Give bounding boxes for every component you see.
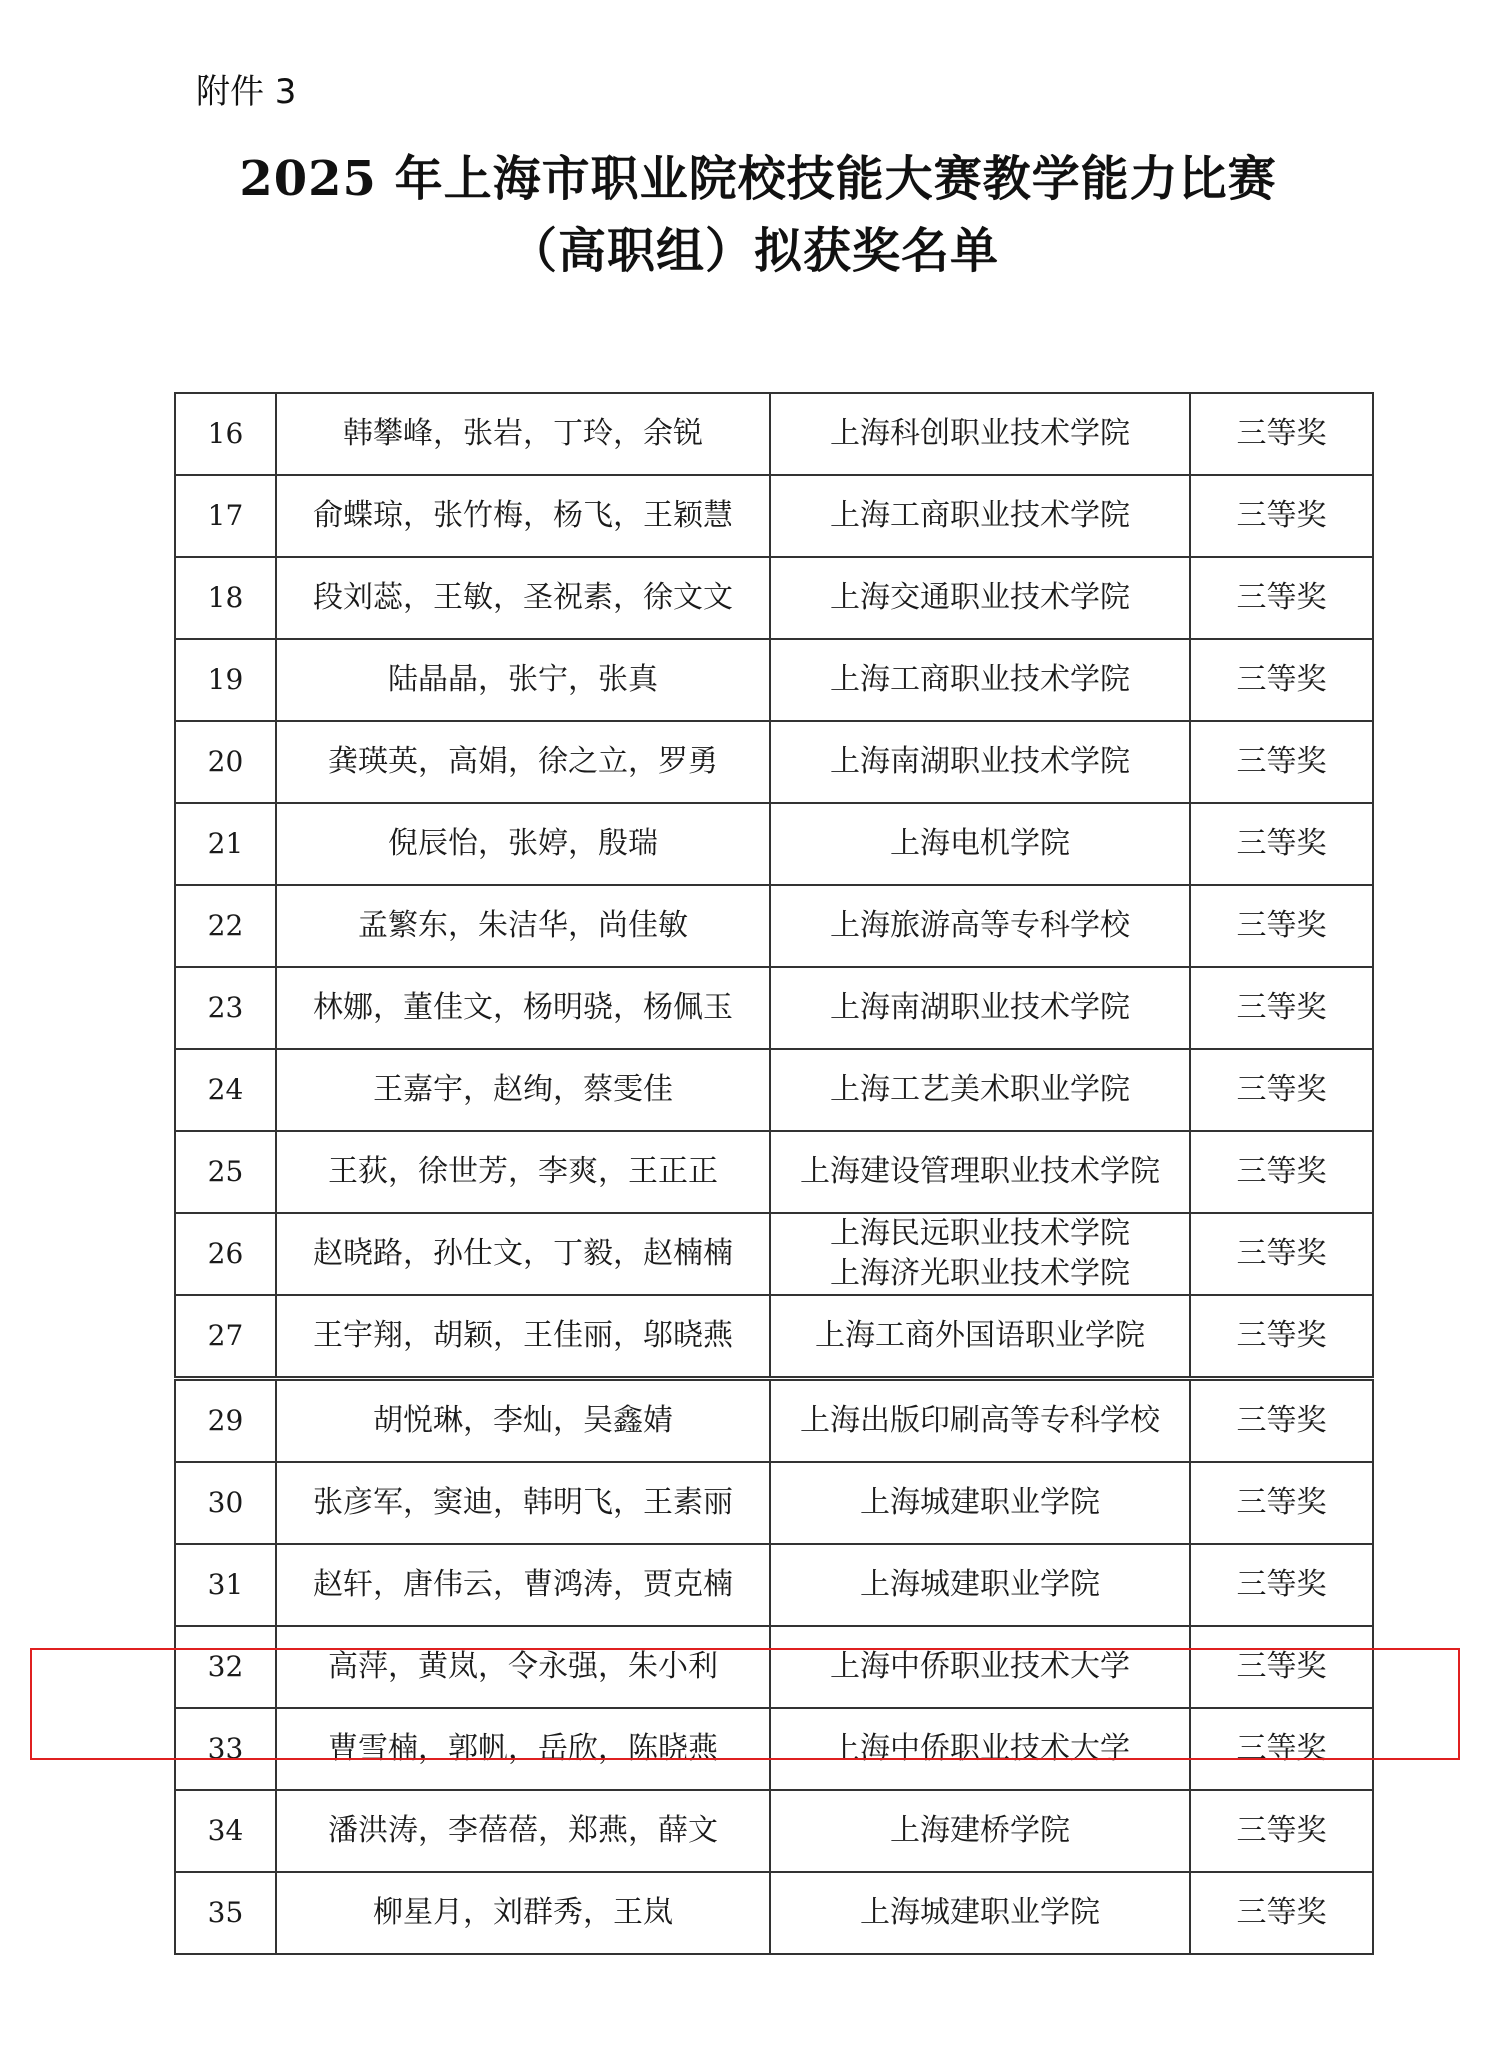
row-number: 25 [175,1131,276,1213]
team-members: 龚瑛英，高娟，徐之立，罗勇 [276,721,770,803]
award-list-table [174,392,1374,1955]
row-number: 18 [175,557,276,639]
school-name: 上海南湖职业技术学院 [770,967,1190,1049]
team-members: 王宇翔，胡颖，王佳丽，邬晓燕 [276,1295,770,1379]
table-row [175,1295,1373,1379]
award-level: 三等奖 [1190,393,1373,475]
school-name: 上海工商外国语职业学院 [770,1295,1190,1379]
team-members: 潘洪涛，李蓓蓓，郑燕，薛文 [276,1790,770,1872]
award-level: 三等奖 [1190,1213,1373,1295]
team-members: 王嘉宇，赵绚，蔡雯佳 [276,1049,770,1131]
school-name: 上海建桥学院 [770,1790,1190,1872]
team-members: 孟繁东，朱洁华，尚佳敏 [276,885,770,967]
school-name: 上海出版印刷高等专科学校 [770,1379,1190,1463]
award-level: 三等奖 [1190,1626,1373,1708]
school-name-secondary: 上海济光职业技术学院 [830,1256,1130,1291]
table-row [175,721,1373,803]
school-name: 上海电机学院 [770,803,1190,885]
school-name: 上海交通职业技术学院 [770,557,1190,639]
award-level: 三等奖 [1190,475,1373,557]
school-name: 上海城建职业学院 [770,1872,1190,1954]
school-name: 上海南湖职业技术学院 [770,721,1190,803]
table-row [175,1131,1373,1213]
row-number: 30 [175,1462,276,1544]
document-title-line-2: （高职组）拟获奖名单 [508,223,999,279]
school-name: 上海工商职业技术学院 [770,639,1190,721]
team-members: 段刘蕊，王敏，圣祝素，徐文文 [276,557,770,639]
table-row [175,1049,1373,1131]
award-level: 三等奖 [1190,1462,1373,1544]
row-number: 17 [175,475,276,557]
school-name: 上海旅游高等专科学校 [770,885,1190,967]
school-name: 上海中侨职业技术大学 [770,1626,1190,1708]
team-members: 林娜，董佳文，杨明骁，杨佩玉 [276,967,770,1049]
row-number: 21 [175,803,276,885]
team-members: 王荻，徐世芳，李爽，王正正 [276,1131,770,1213]
table-row [175,475,1373,557]
school-name: 上海科创职业技术学院 [770,393,1190,475]
school-name: 上海城建职业学院 [770,1544,1190,1626]
row-number: 29 [175,1379,276,1463]
table-row [175,1379,1373,1463]
award-level: 三等奖 [1190,1379,1373,1463]
row-number: 19 [175,639,276,721]
table-row [175,803,1373,885]
row-number: 16 [175,393,276,475]
team-members: 俞蝶琼，张竹梅，杨飞，王颖慧 [276,475,770,557]
school-name: 上海民远职业技术学院 [830,1216,1130,1251]
table-row [175,1790,1373,1872]
table-row [175,1544,1373,1626]
row-number: 26 [175,1213,276,1295]
award-level: 三等奖 [1190,1708,1373,1790]
school-name: 上海中侨职业技术大学 [770,1708,1190,1790]
award-level: 三等奖 [1190,1131,1373,1213]
table-row [175,1462,1373,1544]
row-number: 24 [175,1049,276,1131]
award-level: 三等奖 [1190,803,1373,885]
team-members: 倪辰怡，张婷，殷瑞 [276,803,770,885]
table-row-highlighted [175,1626,1373,1708]
table-row [175,885,1373,967]
row-number: 32 [175,1626,276,1708]
school-name: 上海城建职业学院 [770,1462,1190,1544]
award-level: 三等奖 [1190,721,1373,803]
attachment-label: 附件 3 [196,72,297,112]
team-members: 胡悦琳，李灿，吴鑫婧 [276,1379,770,1463]
row-number: 20 [175,721,276,803]
award-level: 三等奖 [1190,1295,1373,1379]
school-name: 上海建设管理职业技术学院 [770,1131,1190,1213]
award-level: 三等奖 [1190,1049,1373,1131]
school-name-multi [770,1213,1190,1295]
table-row [175,557,1373,639]
award-level: 三等奖 [1190,1790,1373,1872]
school-name: 上海工艺美术职业学院 [770,1049,1190,1131]
team-members: 高萍，黄岚，令永强，朱小利 [276,1626,770,1708]
team-members: 赵轩，唐伟云，曹鸿涛，贾克楠 [276,1544,770,1626]
team-members: 张彦军，窦迪，韩明飞，王素丽 [276,1462,770,1544]
award-level: 三等奖 [1190,557,1373,639]
award-level: 三等奖 [1190,1544,1373,1626]
table-row [175,639,1373,721]
row-number: 34 [175,1790,276,1872]
team-members: 赵晓路，孙仕文，丁毅，赵楠楠 [276,1213,770,1295]
school-name: 上海工商职业技术学院 [770,475,1190,557]
row-number: 23 [175,967,276,1049]
document-title-line-1: 2025 年上海市职业院校技能大赛教学能力比赛 [239,151,1277,207]
table-row [175,1213,1373,1295]
award-level: 三等奖 [1190,1872,1373,1954]
table-row [175,1872,1373,1954]
table-row [175,1708,1373,1790]
table-row [175,967,1373,1049]
award-level: 三等奖 [1190,967,1373,1049]
award-level: 三等奖 [1190,885,1373,967]
team-members: 陆晶晶，张宁，张真 [276,639,770,721]
award-level: 三等奖 [1190,639,1373,721]
row-number: 22 [175,885,276,967]
row-number: 33 [175,1708,276,1790]
row-number: 27 [175,1295,276,1379]
table-row [175,393,1373,475]
team-members: 韩攀峰，张岩，丁玲，余锐 [276,393,770,475]
team-members: 柳星月，刘群秀，王岚 [276,1872,770,1954]
row-number: 31 [175,1544,276,1626]
row-number: 35 [175,1872,276,1954]
team-members: 曹雪楠，郭帆，岳欣，陈晓燕 [276,1708,770,1790]
